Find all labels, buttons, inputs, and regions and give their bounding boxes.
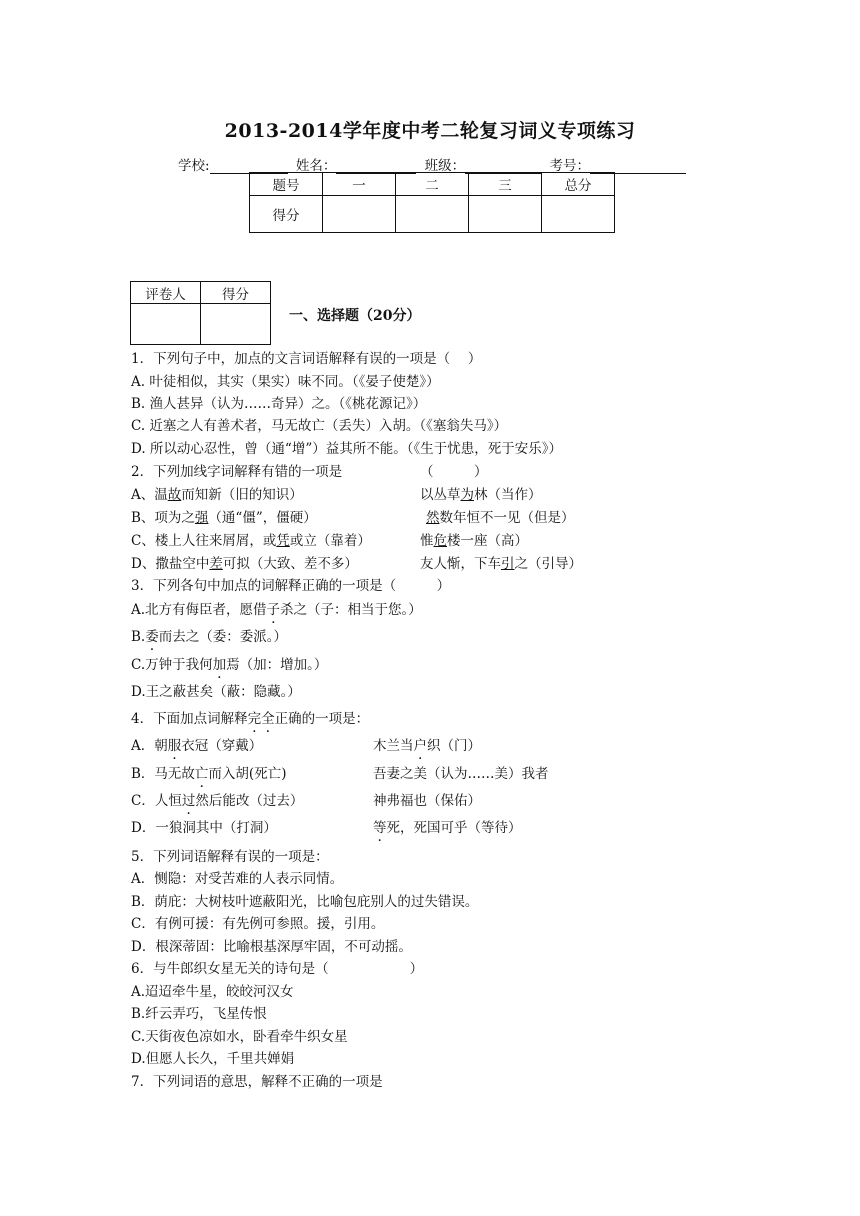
text: 然后能改（过去） (195, 793, 304, 809)
option-2c-second (420, 532, 528, 550)
score-cell[interactable] (542, 196, 615, 233)
option-4b (131, 765, 286, 783)
score-cell[interactable] (396, 196, 469, 233)
option-4a-second (373, 737, 481, 755)
text: A．朝 (131, 738, 168, 754)
score-cell[interactable] (323, 196, 396, 233)
question-3: 3．下列各句中加点的词解释正确的一项是（ ） (131, 578, 451, 594)
name-label: 姓名： (295, 158, 337, 174)
option-3d: D.王之蔽甚矣（蔽：隐藏。） (131, 684, 301, 700)
dotted-word: 户 (413, 738, 427, 754)
question-4 (131, 710, 369, 728)
option-1c: C. 近塞之人有善术者，马无故亡（丢失）入胡。（《塞翁失马》） (131, 418, 508, 434)
underlined-word: 然 (426, 510, 440, 526)
option-5d: D．根深蒂固：比喻根基深厚牢固，不可动摇。 (131, 939, 412, 955)
question-7: 7．下列词语的意思，解释不正确的一项是 (131, 1074, 383, 1090)
text: C．人恒 (131, 793, 182, 809)
score-header-cell: 三 (469, 173, 542, 196)
grader-table (130, 281, 271, 345)
score-cell[interactable] (469, 196, 542, 233)
text: B、项为之 (131, 510, 195, 526)
underlined-word: 凭 (276, 533, 290, 549)
text: C、楼上人往来屑屑，或 (131, 533, 277, 549)
underlined-word: 差 (209, 556, 223, 572)
text: 或立（靠着） (289, 533, 371, 549)
dotted-word: 加 (212, 657, 227, 673)
option-6d: D.但愿人长久，千里共婵娟 (131, 1051, 295, 1067)
grader-header-cell: 评卷人 (131, 282, 201, 304)
underlined-word: 危 (433, 533, 447, 549)
question-6: 6．与牛郎织女星无关的诗句是（ ） (131, 961, 424, 977)
text: 而入胡(死亡) (208, 766, 287, 782)
option-3b (131, 628, 287, 646)
option-4c (131, 792, 303, 810)
option-2a (131, 486, 303, 504)
text: 而知新（旧的知识） (181, 487, 303, 503)
text: 惟 (420, 533, 434, 549)
text: 数年恒不一见（但是） (439, 510, 575, 526)
text: 杀之（子：相当于您。） (280, 602, 422, 618)
text: 而去之（委：委派。） (158, 629, 287, 645)
option-3a (131, 601, 422, 619)
score-header-cell: 一 (323, 173, 396, 196)
text: 焉（加：增加。） (226, 657, 328, 673)
option-1d: D. 所以动心忍性，曾（通“增”）益其所不能。（《生于忧患，死于安乐》） (131, 441, 562, 457)
class-label: 班级： (424, 158, 466, 174)
text: B. (131, 629, 146, 645)
option-4b-second: 吾妻之美（认为……美）我者 (373, 766, 549, 782)
score-header-cell: 题号 (250, 173, 323, 196)
option-2c (131, 532, 371, 550)
option-4a (131, 737, 262, 755)
text: 可拟（大致、差不多） (222, 556, 358, 572)
text: 死，死国可乎（等待） (386, 820, 522, 836)
option-2b-second (426, 509, 575, 527)
dotted-word: 全 (261, 711, 275, 727)
grader-header-cell: 得分 (201, 282, 271, 304)
school-label: 学校: (178, 158, 210, 174)
question-2: 2．下列加线字词解释有错的一项是 (131, 464, 343, 480)
underlined-word: 为 (460, 487, 474, 503)
option-4d-second (373, 819, 522, 837)
option-5b: B．荫庇：大树枝叶遮蔽阳光，比喻包庇别人的过失错误。 (131, 894, 479, 910)
score-header-cell: 二 (396, 173, 469, 196)
text: 楼一座（高） (447, 533, 528, 549)
text: 之（引导） (514, 556, 582, 572)
dotted-word: 委 (145, 629, 159, 645)
dotted-word: 等 (373, 820, 387, 836)
option-5a: A．恻隐：对受苦难的人表示同情。 (131, 871, 344, 887)
section-heading: 一、选择题（20分） (289, 308, 421, 324)
text: 友人惭，下车 (420, 556, 501, 572)
option-2d (131, 555, 358, 573)
score-row-label: 得分 (250, 196, 323, 233)
dotted-word: 子 (266, 602, 281, 618)
text: A.北方有侮臣者，愿借 (131, 602, 267, 618)
option-1a: A. 叶徒相似，其实（果实）味不同。（《晏子使楚》） (131, 374, 440, 390)
dotted-word: 完 (247, 711, 262, 727)
option-6b: B.纤云弄巧，飞星传恨 (131, 1006, 267, 1022)
text: D、撒盐空中 (131, 556, 210, 572)
question-2-paren: （ ） (420, 464, 488, 480)
option-4d: D．一狼洞其中（打洞） (131, 820, 277, 836)
text: 正确的一项是： (274, 711, 370, 727)
option-2a-second (420, 486, 542, 504)
underlined-word: 强 (194, 510, 209, 526)
question-5: 5．下列词语解释有误的一项是： (131, 849, 329, 865)
text: （通“僵”，僵硬） (208, 510, 317, 526)
text: 木兰当 (373, 738, 414, 754)
option-2d-second (420, 555, 582, 573)
text: A、温 (131, 487, 168, 503)
grader-cell[interactable] (131, 304, 201, 345)
student-info-line (178, 154, 686, 174)
text: B．马无故 (131, 766, 195, 782)
score-header-cell: 总分 (542, 173, 615, 196)
text: 以丛草 (420, 487, 461, 503)
option-5c: C．有例可援：有先例可参照。援，引用。 (131, 916, 385, 932)
score-table (249, 172, 615, 233)
question-1: 1．下列句子中，加点的文言词语解释有误的一项是（ ） (131, 351, 482, 367)
grader-cell[interactable] (201, 304, 271, 345)
option-6c: C.天街夜色凉如水，卧看牵牛织女星 (131, 1029, 348, 1045)
option-6a: A.迢迢牵牛星，皎皎河汉女 (131, 984, 294, 1000)
dotted-word: 过 (181, 793, 196, 809)
text: 林（当作） (474, 487, 542, 503)
option-1b: B. 渔人甚异（认为……奇异）之。（《桃花源记》） (131, 396, 427, 412)
dotted-word: 服 (167, 738, 182, 754)
text: 4．下面加点词解释 (131, 711, 248, 727)
text: C.万钟于我何 (131, 657, 213, 673)
underlined-word: 故 (167, 487, 182, 503)
text: 衣冠（穿戴） (181, 738, 263, 754)
option-4c-second: 神弗福也（保佑） (373, 793, 481, 809)
option-3c (131, 656, 327, 674)
option-2b (131, 509, 317, 527)
dotted-word: 亡 (194, 766, 209, 782)
text: 织（门） (427, 738, 481, 754)
exam-no-label: 考号： (549, 158, 590, 174)
page-title: 2013-2014学年度中考二轮复习词义专项练习 (224, 120, 636, 142)
underlined-word: 引 (501, 556, 515, 572)
